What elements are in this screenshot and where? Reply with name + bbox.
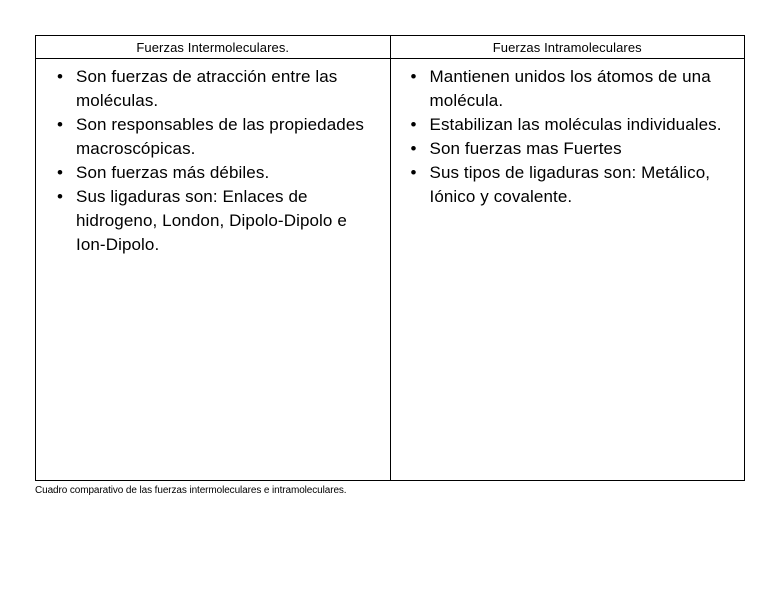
list-item: • Mantienen unidos los átomos de una molécula.: [430, 65, 735, 113]
list-item: • Son responsables de las propiedades macroscópicas.: [76, 113, 380, 161]
header-intramolecular: Fuerzas Intramoleculares: [390, 36, 745, 59]
intermolecular-cell: [36, 59, 391, 481]
intramolecular-cell: [390, 59, 745, 481]
list-item: • Son fuerzas mas Fuertes: [430, 137, 735, 161]
list-item: • Estabilizan las moléculas individuales.: [430, 113, 735, 137]
table-caption: Cuadro comparativo de las fuerzas intermoleculares e intramoleculares.: [35, 485, 347, 496]
table-header-row: [36, 36, 745, 59]
list-item: • Son fuerzas de atracción entre las moléculas.: [76, 65, 380, 113]
list-item: • Sus ligaduras son: Enlaces de hidrogeno, London, Dipolo-Dipolo e Ion-Dipolo.: [76, 185, 380, 257]
header-intermolecular: Fuerzas Intermoleculares.: [36, 36, 391, 59]
list-item: • Sus tipos de ligaduras son: Metálico, Iónico y covalente.: [430, 161, 735, 209]
intermolecular-list: [36, 59, 390, 257]
intramolecular-list: [391, 59, 745, 209]
table-body-row: [36, 59, 745, 481]
list-item: • Son fuerzas más débiles.: [76, 161, 380, 185]
comparison-table: [35, 35, 745, 481]
